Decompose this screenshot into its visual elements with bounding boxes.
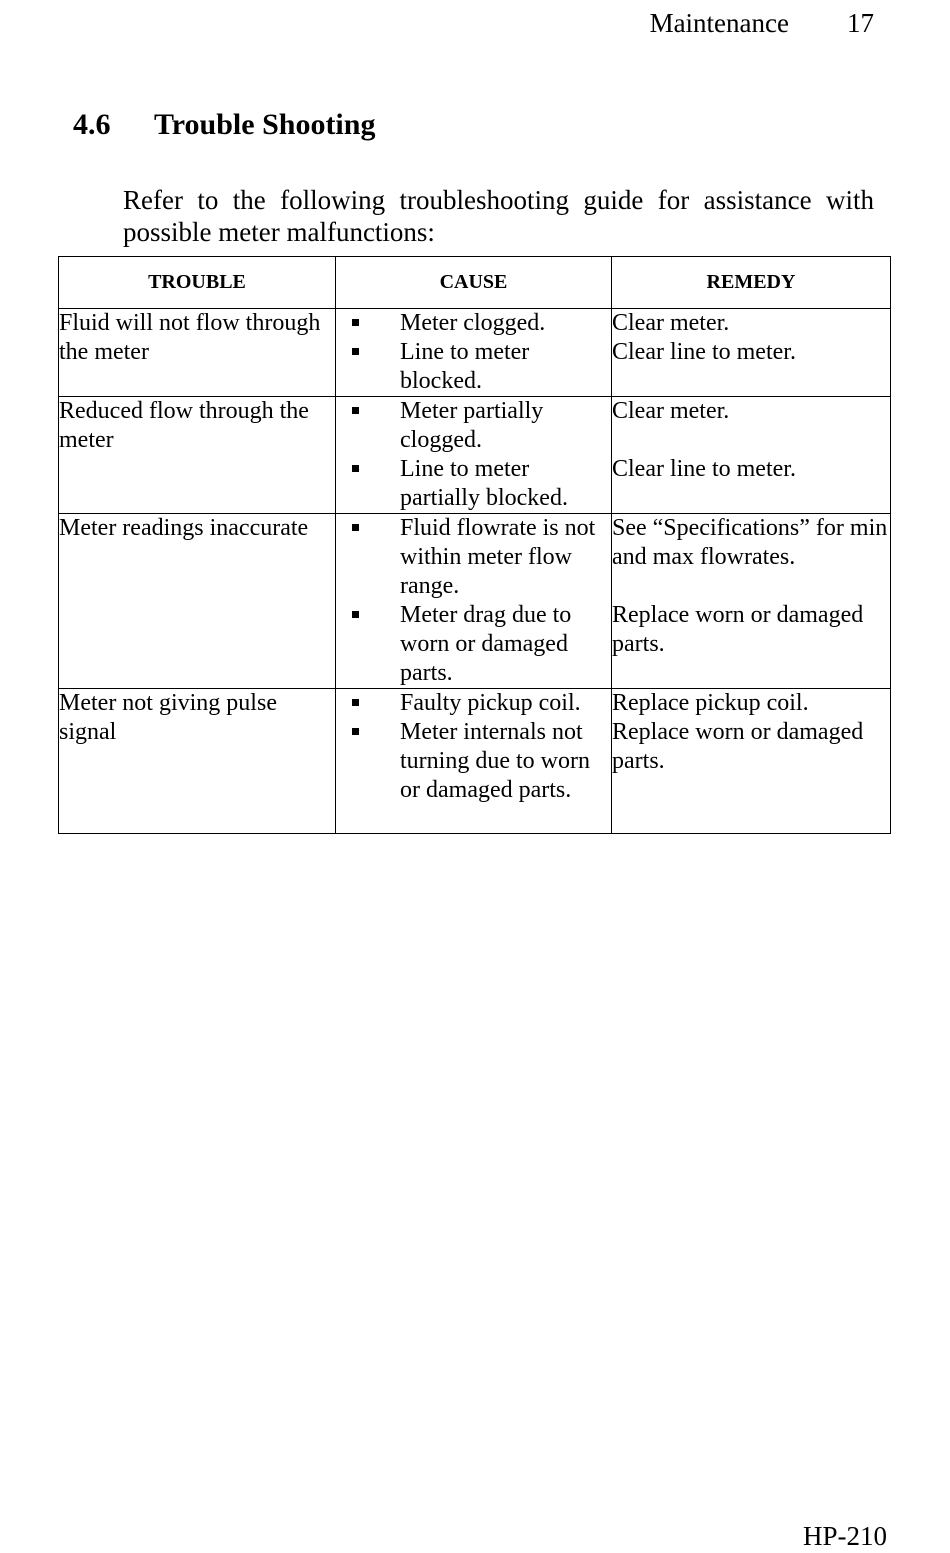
cause-item [336, 455, 611, 513]
cause-list [336, 309, 611, 396]
cause-text: Meter internals not turning due to worn or damaged parts. [400, 719, 590, 803]
troubleshooting-table [58, 256, 891, 834]
table-row [59, 689, 891, 834]
remedy-spacer [612, 426, 890, 455]
table-row [59, 397, 891, 514]
cause-item [336, 397, 611, 455]
column-header-remedy: REMEDY [612, 257, 891, 309]
header-section-name: Maintenance [649, 8, 789, 38]
cause-text: Meter partially clogged. [400, 398, 544, 453]
table-header-row [59, 257, 891, 309]
cause-text: Faulty pickup coil. [400, 690, 581, 716]
cause-cell [336, 514, 612, 689]
header-page-number: 17 [847, 8, 874, 38]
trouble-cell: Meter readings inaccurate [59, 514, 336, 689]
cause-item [336, 338, 611, 396]
remedy-text: Replace pickup coil. [612, 690, 809, 716]
cause-item [336, 514, 611, 601]
square-bullet-icon [352, 699, 359, 706]
remedy-text: See “Specifications” for min and max flowrates. [612, 515, 888, 570]
cause-item [336, 718, 611, 805]
remedy-text: Replace worn or damaged parts. [612, 602, 864, 657]
remedy-cell [612, 514, 891, 689]
remedy-cell [612, 689, 891, 834]
square-bullet-icon [352, 319, 359, 326]
column-header-trouble: TROUBLE [59, 257, 336, 309]
cause-item [336, 601, 611, 688]
remedy-text: Replace worn or damaged parts. [612, 719, 864, 774]
section-heading [73, 108, 375, 142]
table-row [59, 514, 891, 689]
trouble-cell: Reduced flow through the meter [59, 397, 336, 514]
page-footer [803, 1521, 887, 1552]
cause-text: Line to meter blocked. [400, 339, 530, 394]
section-number: 4.6 [73, 108, 111, 141]
remedy-text: Clear meter. [612, 398, 730, 424]
cause-text: Meter clogged. [400, 310, 546, 336]
trouble-cell: Fluid will not flow through the meter [59, 309, 336, 397]
remedy-text: Clear line to meter. [612, 339, 796, 365]
footer-model: HP-210 [802, 1521, 887, 1551]
column-header-cause: CAUSE [336, 257, 612, 309]
square-bullet-icon [352, 348, 359, 355]
cause-text: Fluid flowrate is not within meter flow range. [400, 515, 596, 599]
cause-list [336, 397, 611, 513]
square-bullet-icon [352, 524, 359, 531]
cause-cell [336, 397, 612, 514]
square-bullet-icon [352, 465, 359, 472]
section-title: Trouble Shooting [154, 108, 376, 141]
cause-text: Line to meter partially blocked. [400, 456, 568, 511]
remedy-text: Clear line to meter. [612, 456, 796, 482]
remedy-cell [612, 397, 891, 514]
cause-list [336, 514, 611, 688]
trouble-cell: Meter not giving pulse signal [59, 689, 336, 834]
cause-item [336, 309, 611, 338]
table-row [59, 309, 891, 397]
remedy-spacer [612, 572, 890, 601]
square-bullet-icon [352, 728, 359, 735]
cause-cell [336, 689, 612, 834]
remedy-cell [612, 309, 891, 397]
remedy-text: Clear meter. [612, 310, 730, 336]
page-header [650, 8, 874, 39]
cause-list [336, 689, 611, 805]
intro-paragraph: Refer to the following troubleshooting guide for assistance with possible meter malfunctions: [123, 185, 874, 247]
cause-text: Meter drag due to worn or damaged parts. [400, 602, 572, 686]
square-bullet-icon [352, 407, 359, 414]
square-bullet-icon [352, 611, 359, 618]
cause-cell [336, 309, 612, 397]
cause-item [336, 689, 611, 718]
